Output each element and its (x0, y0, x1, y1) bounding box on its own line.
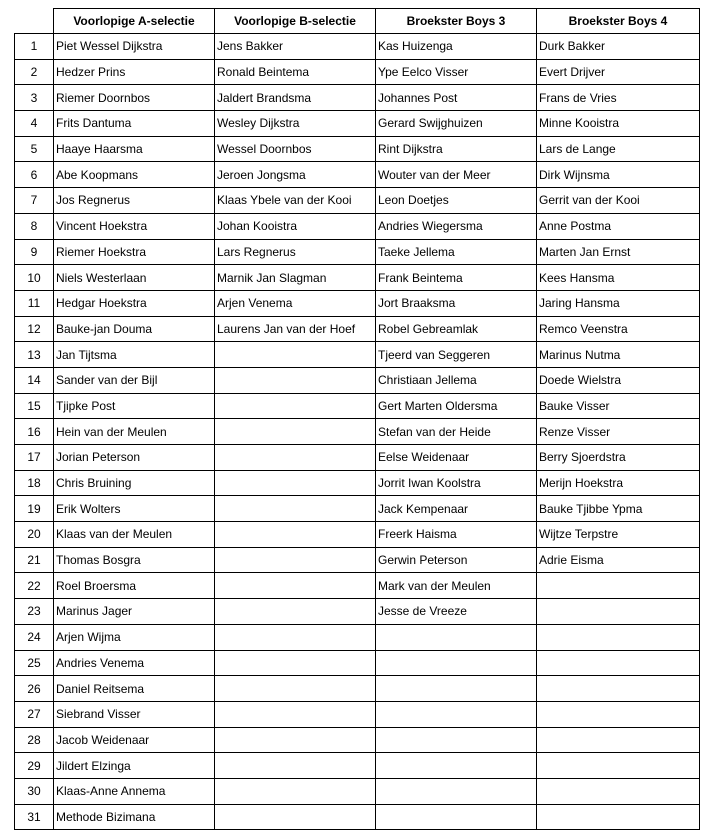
row-number: 27 (15, 701, 54, 727)
boys-4-cell: Wijtze Terpstre (537, 522, 700, 548)
row-number: 9 (15, 239, 54, 265)
boys-3-cell: Wouter van der Meer (376, 162, 537, 188)
boys-3-cell: Frank Beintema (376, 265, 537, 291)
selection-table (14, 8, 700, 830)
a-selectie-cell: Frits Dantuma (54, 111, 215, 137)
b-selectie-cell (215, 445, 376, 471)
boys-4-cell (537, 676, 700, 702)
row-number: 5 (15, 136, 54, 162)
boys-3-cell: Jorrit Iwan Koolstra (376, 470, 537, 496)
boys-3-cell (376, 804, 537, 830)
header-b-selectie: Voorlopige B-selectie (215, 9, 376, 34)
a-selectie-cell: Jildert Elzinga (54, 753, 215, 779)
b-selectie-cell: Johan Kooistra (215, 213, 376, 239)
b-selectie-cell (215, 367, 376, 393)
row-number: 28 (15, 727, 54, 753)
a-selectie-cell: Tjipke Post (54, 393, 215, 419)
boys-4-cell: Dirk Wijnsma (537, 162, 700, 188)
table-row (15, 753, 700, 779)
row-number: 1 (15, 34, 54, 60)
row-number: 26 (15, 676, 54, 702)
table-row (15, 573, 700, 599)
a-selectie-cell: Marinus Jager (54, 599, 215, 625)
row-number: 14 (15, 367, 54, 393)
table-row (15, 419, 700, 445)
boys-3-cell (376, 676, 537, 702)
boys-4-cell (537, 727, 700, 753)
table-row (15, 496, 700, 522)
a-selectie-cell: Sander van der Bijl (54, 367, 215, 393)
a-selectie-cell: Arjen Wijma (54, 624, 215, 650)
boys-3-cell: Leon Doetjes (376, 188, 537, 214)
table-row (15, 624, 700, 650)
row-number: 25 (15, 650, 54, 676)
a-selectie-cell: Bauke-jan Douma (54, 316, 215, 342)
table-row (15, 213, 700, 239)
row-number: 31 (15, 804, 54, 830)
row-number: 29 (15, 753, 54, 779)
boys-4-cell: Merijn Hoekstra (537, 470, 700, 496)
table-row (15, 162, 700, 188)
boys-4-cell (537, 753, 700, 779)
table-row (15, 239, 700, 265)
header-row (15, 9, 700, 34)
row-number: 15 (15, 393, 54, 419)
b-selectie-cell (215, 804, 376, 830)
b-selectie-cell (215, 676, 376, 702)
table-row (15, 316, 700, 342)
b-selectie-cell (215, 753, 376, 779)
b-selectie-cell: Klaas Ybele van der Kooi (215, 188, 376, 214)
table-row (15, 804, 700, 830)
boys-4-cell: Remco Veenstra (537, 316, 700, 342)
boys-4-cell: Marten Jan Ernst (537, 239, 700, 265)
boys-4-cell: Adrie Eisma (537, 547, 700, 573)
boys-4-cell: Evert Drijver (537, 59, 700, 85)
boys-4-cell (537, 650, 700, 676)
b-selectie-cell: Jens Bakker (215, 34, 376, 60)
boys-4-cell (537, 778, 700, 804)
b-selectie-cell: Ronald Beintema (215, 59, 376, 85)
table-row (15, 522, 700, 548)
row-number: 7 (15, 188, 54, 214)
a-selectie-cell: Erik Wolters (54, 496, 215, 522)
b-selectie-cell (215, 522, 376, 548)
table-row (15, 188, 700, 214)
table-row (15, 342, 700, 368)
header-broekster-boys-3: Broekster Boys 3 (376, 9, 537, 34)
boys-3-cell (376, 753, 537, 779)
b-selectie-cell (215, 547, 376, 573)
a-selectie-cell: Thomas Bosgra (54, 547, 215, 573)
a-selectie-cell: Vincent Hoekstra (54, 213, 215, 239)
b-selectie-cell (215, 650, 376, 676)
boys-3-cell: Robel Gebreamlak (376, 316, 537, 342)
a-selectie-cell: Daniel Reitsema (54, 676, 215, 702)
boys-3-cell (376, 727, 537, 753)
a-selectie-cell: Methode Bizimana (54, 804, 215, 830)
a-selectie-cell: Andries Venema (54, 650, 215, 676)
a-selectie-cell: Hein van der Meulen (54, 419, 215, 445)
table-row (15, 85, 700, 111)
boys-3-cell (376, 778, 537, 804)
a-selectie-cell: Haaye Haarsma (54, 136, 215, 162)
b-selectie-cell (215, 701, 376, 727)
b-selectie-cell (215, 342, 376, 368)
b-selectie-cell (215, 496, 376, 522)
b-selectie-cell: Jaldert Brandsma (215, 85, 376, 111)
boys-3-cell: Gerard Swijghuizen (376, 111, 537, 137)
corner-cell (15, 9, 54, 34)
boys-4-cell: Marinus Nutma (537, 342, 700, 368)
b-selectie-cell (215, 599, 376, 625)
boys-4-cell (537, 573, 700, 599)
boys-3-cell: Stefan van der Heide (376, 419, 537, 445)
table-row (15, 367, 700, 393)
row-number: 10 (15, 265, 54, 291)
a-selectie-cell: Klaas van der Meulen (54, 522, 215, 548)
boys-3-cell: Eelse Weidenaar (376, 445, 537, 471)
row-number: 18 (15, 470, 54, 496)
row-number: 19 (15, 496, 54, 522)
boys-4-cell: Lars de Lange (537, 136, 700, 162)
table-row (15, 136, 700, 162)
row-number: 22 (15, 573, 54, 599)
boys-4-cell: Bauke Tjibbe Ypma (537, 496, 700, 522)
boys-4-cell: Gerrit van der Kooi (537, 188, 700, 214)
table-row (15, 778, 700, 804)
boys-4-cell (537, 599, 700, 625)
boys-3-cell: Mark van der Meulen (376, 573, 537, 599)
table-row (15, 701, 700, 727)
boys-3-cell (376, 701, 537, 727)
boys-4-cell: Jaring Hansma (537, 290, 700, 316)
row-number: 17 (15, 445, 54, 471)
b-selectie-cell (215, 727, 376, 753)
boys-4-cell (537, 701, 700, 727)
table-row (15, 650, 700, 676)
b-selectie-cell (215, 778, 376, 804)
table-row (15, 290, 700, 316)
row-number: 3 (15, 85, 54, 111)
boys-3-cell (376, 650, 537, 676)
boys-4-cell: Bauke Visser (537, 393, 700, 419)
row-number: 6 (15, 162, 54, 188)
table-body (15, 34, 700, 830)
a-selectie-cell: Roel Broersma (54, 573, 215, 599)
table-row (15, 59, 700, 85)
a-selectie-cell: Chris Bruining (54, 470, 215, 496)
table-row (15, 111, 700, 137)
header-broekster-boys-4: Broekster Boys 4 (537, 9, 700, 34)
table-row (15, 445, 700, 471)
a-selectie-cell: Siebrand Visser (54, 701, 215, 727)
a-selectie-cell: Riemer Doornbos (54, 85, 215, 111)
row-number: 11 (15, 290, 54, 316)
boys-3-cell: Jack Kempenaar (376, 496, 537, 522)
b-selectie-cell: Lars Regnerus (215, 239, 376, 265)
a-selectie-cell: Jos Regnerus (54, 188, 215, 214)
b-selectie-cell: Jeroen Jongsma (215, 162, 376, 188)
table-row (15, 727, 700, 753)
boys-3-cell: Rint Dijkstra (376, 136, 537, 162)
b-selectie-cell (215, 393, 376, 419)
boys-3-cell: Kas Huizenga (376, 34, 537, 60)
row-number: 4 (15, 111, 54, 137)
b-selectie-cell (215, 573, 376, 599)
b-selectie-cell: Arjen Venema (215, 290, 376, 316)
table-row (15, 676, 700, 702)
row-number: 24 (15, 624, 54, 650)
boys-4-cell (537, 624, 700, 650)
row-number: 13 (15, 342, 54, 368)
boys-4-cell: Frans de Vries (537, 85, 700, 111)
boys-4-cell: Minne Kooistra (537, 111, 700, 137)
b-selectie-cell: Wessel Doornbos (215, 136, 376, 162)
table-row (15, 470, 700, 496)
boys-4-cell: Berry Sjoerdstra (537, 445, 700, 471)
boys-3-cell: Jesse de Vreeze (376, 599, 537, 625)
row-number: 16 (15, 419, 54, 445)
boys-3-cell: Gert Marten Oldersma (376, 393, 537, 419)
a-selectie-cell: Jorian Peterson (54, 445, 215, 471)
b-selectie-cell (215, 470, 376, 496)
boys-3-cell: Andries Wiegersma (376, 213, 537, 239)
boys-3-cell: Johannes Post (376, 85, 537, 111)
a-selectie-cell: Hedgar Hoekstra (54, 290, 215, 316)
boys-4-cell (537, 804, 700, 830)
boys-3-cell: Ype Eelco Visser (376, 59, 537, 85)
table-row (15, 599, 700, 625)
boys-4-cell: Doede Wielstra (537, 367, 700, 393)
boys-3-cell: Gerwin Peterson (376, 547, 537, 573)
row-number: 30 (15, 778, 54, 804)
boys-3-cell: Jort Braaksma (376, 290, 537, 316)
boys-4-cell: Durk Bakker (537, 34, 700, 60)
a-selectie-cell: Riemer Hoekstra (54, 239, 215, 265)
boys-4-cell: Renze Visser (537, 419, 700, 445)
boys-3-cell (376, 624, 537, 650)
row-number: 23 (15, 599, 54, 625)
row-number: 12 (15, 316, 54, 342)
boys-3-cell: Christiaan Jellema (376, 367, 537, 393)
a-selectie-cell: Jan Tijtsma (54, 342, 215, 368)
a-selectie-cell: Klaas-Anne Annema (54, 778, 215, 804)
row-number: 2 (15, 59, 54, 85)
b-selectie-cell: Laurens Jan van der Hoef (215, 316, 376, 342)
boys-4-cell: Anne Postma (537, 213, 700, 239)
table-row (15, 393, 700, 419)
b-selectie-cell (215, 419, 376, 445)
a-selectie-cell: Jacob Weidenaar (54, 727, 215, 753)
table-row (15, 547, 700, 573)
a-selectie-cell: Piet Wessel Dijkstra (54, 34, 215, 60)
boys-3-cell: Taeke Jellema (376, 239, 537, 265)
row-number: 20 (15, 522, 54, 548)
row-number: 21 (15, 547, 54, 573)
header-a-selectie: Voorlopige A-selectie (54, 9, 215, 34)
boys-4-cell: Kees Hansma (537, 265, 700, 291)
table-row (15, 34, 700, 60)
boys-3-cell: Tjeerd van Seggeren (376, 342, 537, 368)
b-selectie-cell: Wesley Dijkstra (215, 111, 376, 137)
b-selectie-cell: Marnik Jan Slagman (215, 265, 376, 291)
table-row (15, 265, 700, 291)
b-selectie-cell (215, 624, 376, 650)
a-selectie-cell: Hedzer Prins (54, 59, 215, 85)
a-selectie-cell: Abe Koopmans (54, 162, 215, 188)
row-number: 8 (15, 213, 54, 239)
a-selectie-cell: Niels Westerlaan (54, 265, 215, 291)
boys-3-cell: Freerk Haisma (376, 522, 537, 548)
